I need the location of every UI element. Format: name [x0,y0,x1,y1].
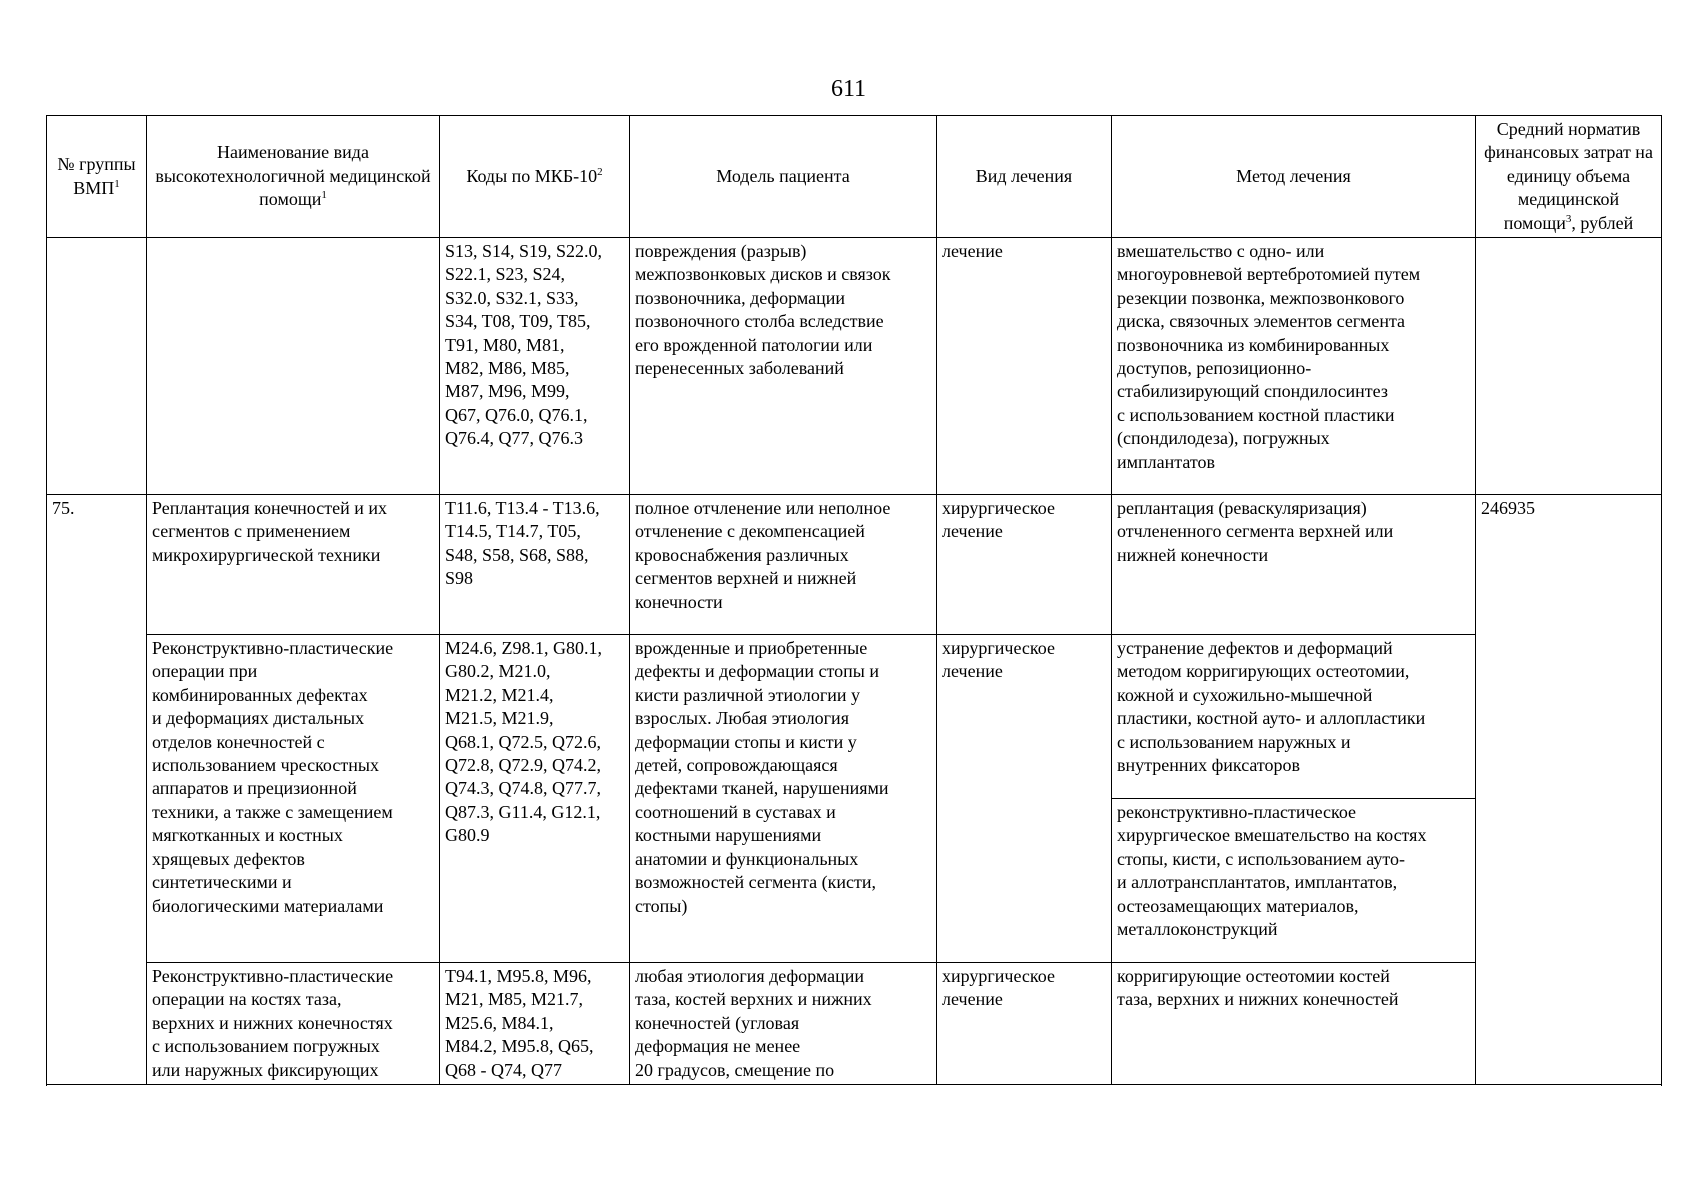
name-cell: Реплантация конечностей и их сегментов с применением микрохирургической техники [147,495,440,635]
method-cell: вмешательство с одно- или многоуровневой вертебротомией путем резекции позвонка, межпозвонкового диска, связочных элементов сегмента позвоночника из комбинированных доступов, репозиционно- стабилизирующий спондилосинтез с использованием костной пластики (спондилодеза), погружных имплантатов [1112,238,1476,495]
model-cell: врожденные и приобретенные дефекты и деформации стопы и кисти различной этиологии у взрослых. Любая этиология деформации стопы и кисти у детей, сопровождающаяся дефектами тканей, нарушениями соотношений в суставах и костными нарушениями анатомии и функциональных возможностей сегмента (кисти, стопы) [630,635,937,963]
name-cell: Реконструктивно-пластические операции на костях таза, верхних и нижних конечностях с использованием погружных или наружных фиксирующих [147,963,440,1085]
model-cell: повреждения (разрыв) межпозвонковых дисков и связок позвоночника, деформации позвоночного столба вследствие его врожденной патологии или перенесенных заболеваний [630,238,937,495]
table-row [47,963,1662,1085]
codes-cell: M24.6, Z98.1, G80.1, G80.2, M21.0, M21.2, M21.4, M21.5, M21.9, Q68.1, Q72.5, Q72.6, Q72.8, Q72.9, Q74.2, Q74.3, Q74.8, Q77.7, Q87.3, G11.4, G12.1, G80.9 [440,635,630,963]
header-treatment-type: Вид лечения [937,116,1112,238]
treatment-cell: хирургическое лечение [937,963,1112,1085]
group-cell [47,238,147,495]
method-cell: корригирующие остеотомии костей таза, верхних и нижних конечностей [1112,963,1476,1085]
method-cell: реплантация (реваскуляризация) отчлененного сегмента верхней или нижней конечности [1112,495,1476,635]
name-cell [147,238,440,495]
table-row [47,635,1662,799]
header-codes: Коды по МКБ-$10^2$ [440,116,630,238]
group-cell: 75. [47,495,147,1085]
header-cost: Средний норматив финансовых затрат на единицу объема медицинской помощи$^3$, рублей [1476,116,1662,238]
codes-cell: S13, S14, S19, S22.0, S22.1, S23, S24, S32.0, S32.1, S33, S34, T08, T09, T85, T91, M80, M81, M82, M86, M85, M87, M96, M99, Q67, Q76.0, Q76.1, Q76.4, Q77, Q76.3 [440,238,630,495]
cost-cell: 246935 [1476,495,1662,1085]
cost-cell [1476,238,1662,495]
header-model: Модель пациента [630,116,937,238]
model-cell: полное отчленение или неполное отчленение с декомпенсацией кровоснабжения различных сегментов верхней и нижней конечности [630,495,937,635]
codes-cell: T94.1, M95.8, M96, M21, M85, M21.7, M25.6, M84.1, M84.2, M95.8, Q65, Q68 - Q74, Q77 [440,963,630,1085]
method-cell: устранение дефектов и деформаций методом корригирующих остеотомии, кожной и сухожильно-мышечной пластики, костной ауто- и аллопластики с использованием наружных и внутренних фиксаторов [1112,635,1476,799]
model-cell: любая этиология деформации таза, костей верхних и нижних конечностей (угловая деформация не менее 20 градусов, смещение по [630,963,937,1085]
name-cell: Реконструктивно-пластические операции при комбинированных дефектах и деформациях дистальных отделов конечностей с использованием чрескостных аппаратов и прецизионной техники, а также с замещением мягкотканных и костных хрящевых дефектов синтетическими и биологическими материалами [147,635,440,963]
header-group: № группы ВМП$^1$ [47,116,147,238]
table-row [47,238,1662,495]
header-name: Наименование вида высокотехнологичной медицинской помощи$^1$ [147,116,440,238]
header-row [47,116,1662,238]
vmp-table [46,115,1662,1085]
page-number: 611 [830,76,867,102]
treatment-cell: хирургическое лечение [937,495,1112,635]
method-cell: реконструктивно-пластическое хирургическое вмешательство на костях стопы, кисти, с использованием ауто- и аллотрансплантатов, имплантатов, остеозамещающих материалов, металлоконструкций [1112,799,1476,963]
table-row [47,495,1662,635]
treatment-cell: лечение [937,238,1112,495]
header-method: Метод лечения [1112,116,1476,238]
codes-cell: T11.6, T13.4 - T13.6, T14.5, T14.7, T05, S48, S58, S68, S88, S98 [440,495,630,635]
treatment-cell: хирургическое лечение [937,635,1112,963]
